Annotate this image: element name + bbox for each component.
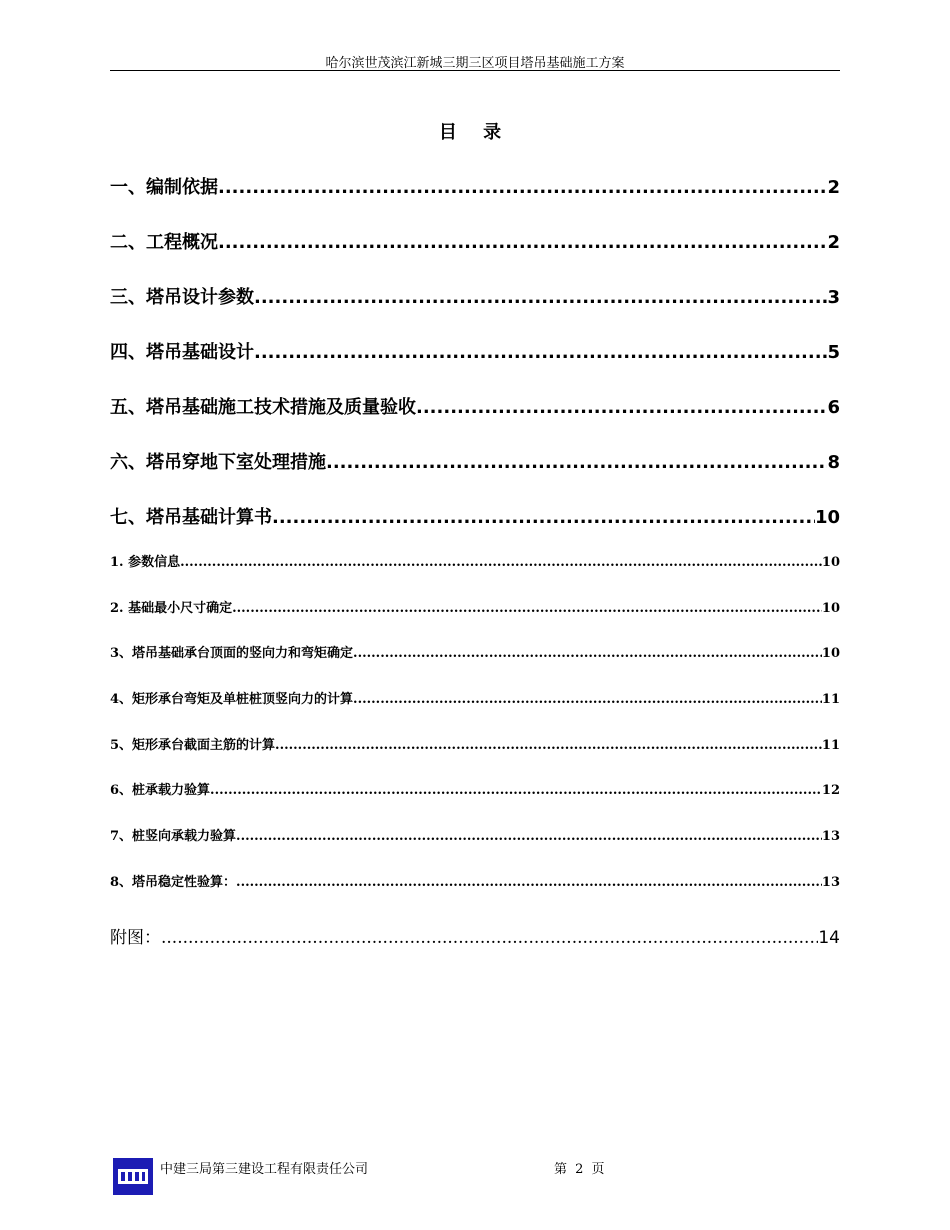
- toc-entry[interactable]: [110, 338, 840, 364]
- toc-entry-label: 五、塔吊基础施工技术措施及质量验收: [110, 397, 416, 418]
- toc-entry-label: 四、塔吊基础设计: [110, 342, 254, 363]
- toc-leader-dots: [218, 232, 827, 253]
- toc-subentry[interactable]: [110, 734, 840, 753]
- toc-entry[interactable]: [110, 173, 840, 199]
- toc-subentry[interactable]: [110, 597, 840, 616]
- toc-subentry-page: 13: [821, 829, 840, 844]
- toc-entry[interactable]: [110, 448, 840, 474]
- toc-subentry-label: 2. 基础最小尺寸确定: [110, 601, 233, 616]
- toc-title: 目 录: [438, 122, 512, 143]
- toc-subentry-label: 5、矩形承台截面主筋的计算: [110, 738, 276, 753]
- toc-appendix-page: 14: [818, 928, 840, 948]
- toc-entry-label: 七、塔吊基础计算书: [110, 507, 272, 528]
- toc-entry-page: 10: [814, 507, 840, 528]
- toc-subentry-page: 11: [821, 738, 840, 753]
- toc-leader-dots: [236, 875, 822, 890]
- toc-subentry-label: 7、桩竖向承载力验算: [110, 829, 237, 844]
- toc-entry[interactable]: [110, 503, 840, 529]
- toc-subentry-label: 6、桩承载力验算: [110, 783, 211, 798]
- toc-leader-dots: [236, 829, 822, 844]
- toc-subentry-page: 11: [821, 692, 840, 707]
- toc-subentry-page: 12: [821, 783, 840, 798]
- toc-appendix[interactable]: [110, 923, 840, 948]
- company-logo: [113, 1158, 153, 1195]
- toc-subentry-page: 13: [821, 875, 840, 890]
- toc-subentry-label: 4、矩形承台弯矩及单桩桩顶竖向力的计算: [110, 692, 354, 707]
- toc-leader-dots: [275, 738, 822, 753]
- toc-entry-label: 二、工程概况: [110, 232, 218, 253]
- toc-subentry-label: 1. 参数信息: [110, 555, 181, 570]
- toc-entry[interactable]: [110, 283, 840, 309]
- toc-subentry[interactable]: [110, 825, 840, 844]
- toc-subentry[interactable]: [110, 871, 840, 890]
- toc-leader-dots: [161, 928, 818, 948]
- toc-subentry[interactable]: [110, 688, 840, 707]
- page-header: 哈尔滨世茂滨江新城三期三区项目塔吊基础施工方案: [325, 56, 625, 71]
- toc-subentry[interactable]: [110, 779, 840, 798]
- toc-entry-page: 8: [827, 452, 840, 473]
- toc-leader-dots: [218, 177, 827, 198]
- toc-leader-dots: [353, 646, 822, 661]
- toc-entry-label: 一、编制依据: [110, 177, 218, 198]
- toc-leader-dots: [180, 555, 822, 570]
- toc-subentry-label: 8、塔吊稳定性验算：: [110, 875, 237, 890]
- toc-entry-label: 三、塔吊设计参数: [110, 287, 254, 308]
- header-rule: [110, 70, 840, 71]
- footer-page-number: 第 2 页: [554, 1162, 605, 1177]
- toc-leader-dots: [210, 783, 822, 798]
- toc-entry-label: 六、塔吊穿地下室处理措施: [110, 452, 326, 473]
- toc-subentry-page: 10: [821, 601, 840, 616]
- toc-leader-dots: [272, 507, 815, 528]
- toc-leader-dots: [326, 452, 827, 473]
- toc-leader-dots: [254, 342, 827, 363]
- toc-entry-page: 5: [827, 342, 840, 363]
- toc-entry-page: 2: [827, 177, 840, 198]
- toc-subentry-page: 10: [821, 646, 840, 661]
- toc-leader-dots: [353, 692, 822, 707]
- toc-subentry[interactable]: [110, 642, 840, 661]
- toc-appendix-label: 附图：: [110, 928, 161, 948]
- footer-company-name: 中建三局第三建设工程有限责任公司: [160, 1162, 369, 1177]
- toc-entry[interactable]: [110, 393, 840, 419]
- toc-subentry[interactable]: [110, 551, 840, 570]
- toc-entry[interactable]: [110, 228, 840, 254]
- toc-entry-page: 3: [827, 287, 840, 308]
- toc-entry-page: 2: [827, 232, 840, 253]
- toc-entry-page: 6: [827, 397, 840, 418]
- toc-leader-dots: [254, 287, 827, 308]
- toc-leader-dots: [232, 601, 822, 616]
- toc-subentry-page: 10: [821, 555, 840, 570]
- toc-leader-dots: [416, 397, 827, 418]
- toc-subentry-label: 3、塔吊基础承台顶面的竖向力和弯矩确定: [110, 646, 354, 661]
